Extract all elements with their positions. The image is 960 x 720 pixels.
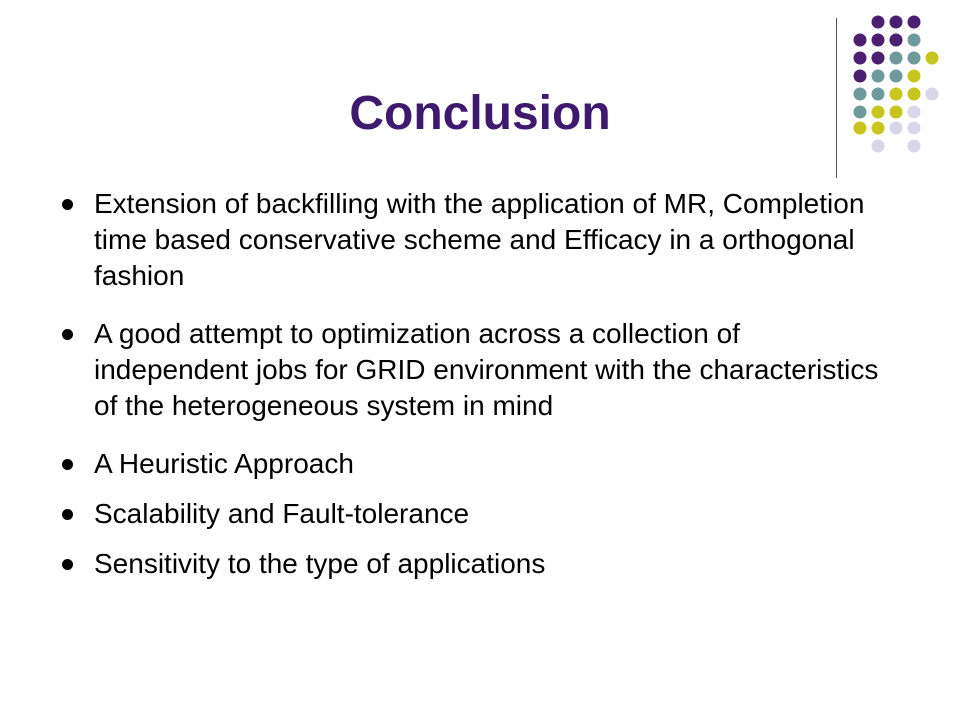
decoration-dot [854,122,867,135]
bullet-text: Sensitivity to the type of applications [94,548,546,579]
bullet-item [60,316,900,424]
decoration-dot [908,106,921,119]
decoration-dot [926,52,939,65]
decoration-dot [890,70,903,83]
decoration-dot [890,106,903,119]
bullet-dot-icon [62,509,73,520]
decoration-dot [908,70,921,83]
bullet-dot-icon [62,329,73,340]
decoration-dot [854,70,867,83]
bullet-item [60,186,900,294]
decoration-dot [908,140,921,153]
decoration-dot [872,70,885,83]
decoration-dot [872,140,885,153]
bullet-dot-icon [62,559,73,570]
decoration-dot [890,122,903,135]
bullet-dot-icon [62,199,73,210]
decoration-dot [908,122,921,135]
bullet-dot-icon [62,459,73,470]
decoration-dot [872,34,885,47]
decoration-dot [908,52,921,65]
slide-title: Conclusion [349,87,611,140]
decoration-dot [872,106,885,119]
decoration-dot [926,88,939,101]
divider-line [836,18,837,178]
decoration-dot [854,52,867,65]
decoration-dot [854,106,867,119]
bullet-text: Scalability and Fault-tolerance [94,498,470,529]
decoration-dot [854,88,867,101]
bullet-item [60,496,900,532]
bullet-list [60,186,900,596]
decoration-dot [854,34,867,47]
decoration-dot [908,88,921,101]
bullet-text: Extension of backfilling with the application of MR, Completion time based conservative scheme and Efficacy in a orthogonal fashion [94,188,865,291]
decoration-dot [872,52,885,65]
decoration-dot [890,52,903,65]
decoration-dot [872,122,885,135]
decoration-dot [890,88,903,101]
decoration-dot [872,16,885,29]
bullet-text: A good attempt to optimization across a collection of independent jobs for GRID environment with the characteristics of the heterogeneous system in mind [94,318,879,421]
decoration-dot [908,34,921,47]
decoration-dot [872,88,885,101]
decoration-dot [908,16,921,29]
bullet-text: A Heuristic Approach [94,448,354,479]
bullet-item [60,546,900,582]
decoration-dot [890,16,903,29]
bullet-item [60,446,900,482]
decoration-dot [890,34,903,47]
